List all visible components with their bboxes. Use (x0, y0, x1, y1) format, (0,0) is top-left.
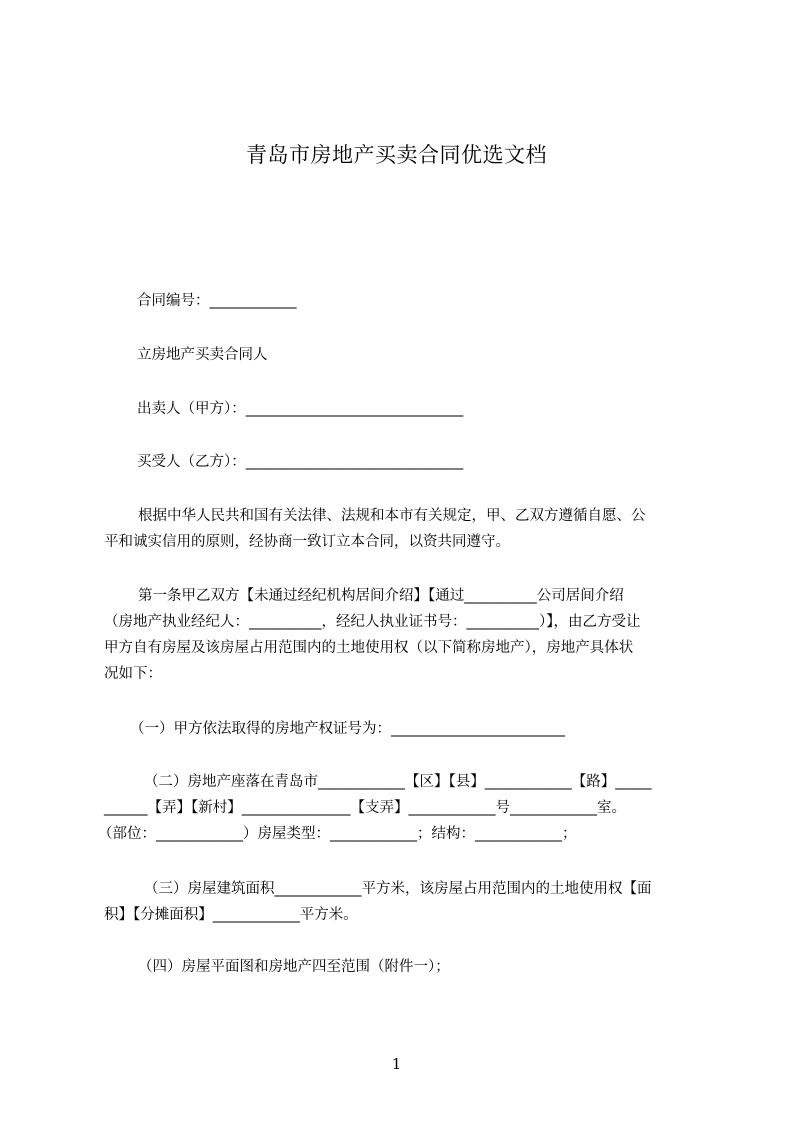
preamble-line: 平和诚实信用的原则，经协商一致订立本合同，以资共同遵守。 (104, 534, 510, 550)
item-3-paragraph (104, 876, 702, 928)
article-1-paragraph (104, 583, 702, 687)
item-2-line: ______【弄】【新村】_______________【支弄】____________号____________室。 (104, 800, 626, 816)
item-2-paragraph (98, 769, 702, 847)
preamble-paragraph (104, 503, 702, 555)
page-number: 1 (391, 1055, 402, 1073)
article-1-line: 甲方自有房屋及该房屋占用范围内的土地使用权（以下简称房地产），房地产具体状 (104, 640, 634, 656)
article-1-line: （房地产执业经纪人：__________，经纪人执业证书号：__________）】，由乙方受让 (104, 614, 641, 630)
page-title: 青岛市房地产买卖合同优选文档 (246, 143, 547, 167)
parties-heading: 立房地产买卖合同人 (137, 347, 268, 363)
article-1-line: 第一条甲乙双方【未通过经纪机构居间介绍】【通过__________公司居间介绍 (138, 588, 624, 604)
article-1-line: 况如下： (104, 666, 162, 682)
item-1-property-certificate: （一）甲方依法取得的房地产权证号为：________________________ (130, 721, 565, 737)
contract-number-field: 合同编号：____________ (137, 293, 297, 309)
item-2-line: （部位：____________）房屋类型：____________；结构：____________； (98, 826, 577, 842)
item-2-line: （二）房地产座落在青岛市____________【区】【县】____________【路】_____ (144, 774, 652, 790)
item-3-line: （三）房屋建筑面积____________平方米，该房屋占用范围内的土地使用权【面 (144, 881, 652, 897)
buyer-field: 买受人（乙方）：______________________________ (137, 454, 464, 470)
preamble-line: 根据中华人民共和国有关法律、法规和本市有关规定，甲、乙双方遵循自愿、公 (138, 508, 646, 524)
item-4-floor-plan: （四）房屋平面图和房地产四至范围（附件一）； (138, 959, 450, 975)
seller-field: 出卖人（甲方）：______________________________ (137, 401, 464, 417)
item-3-line: 积】【分摊面积】____________平方米。 (104, 907, 358, 923)
